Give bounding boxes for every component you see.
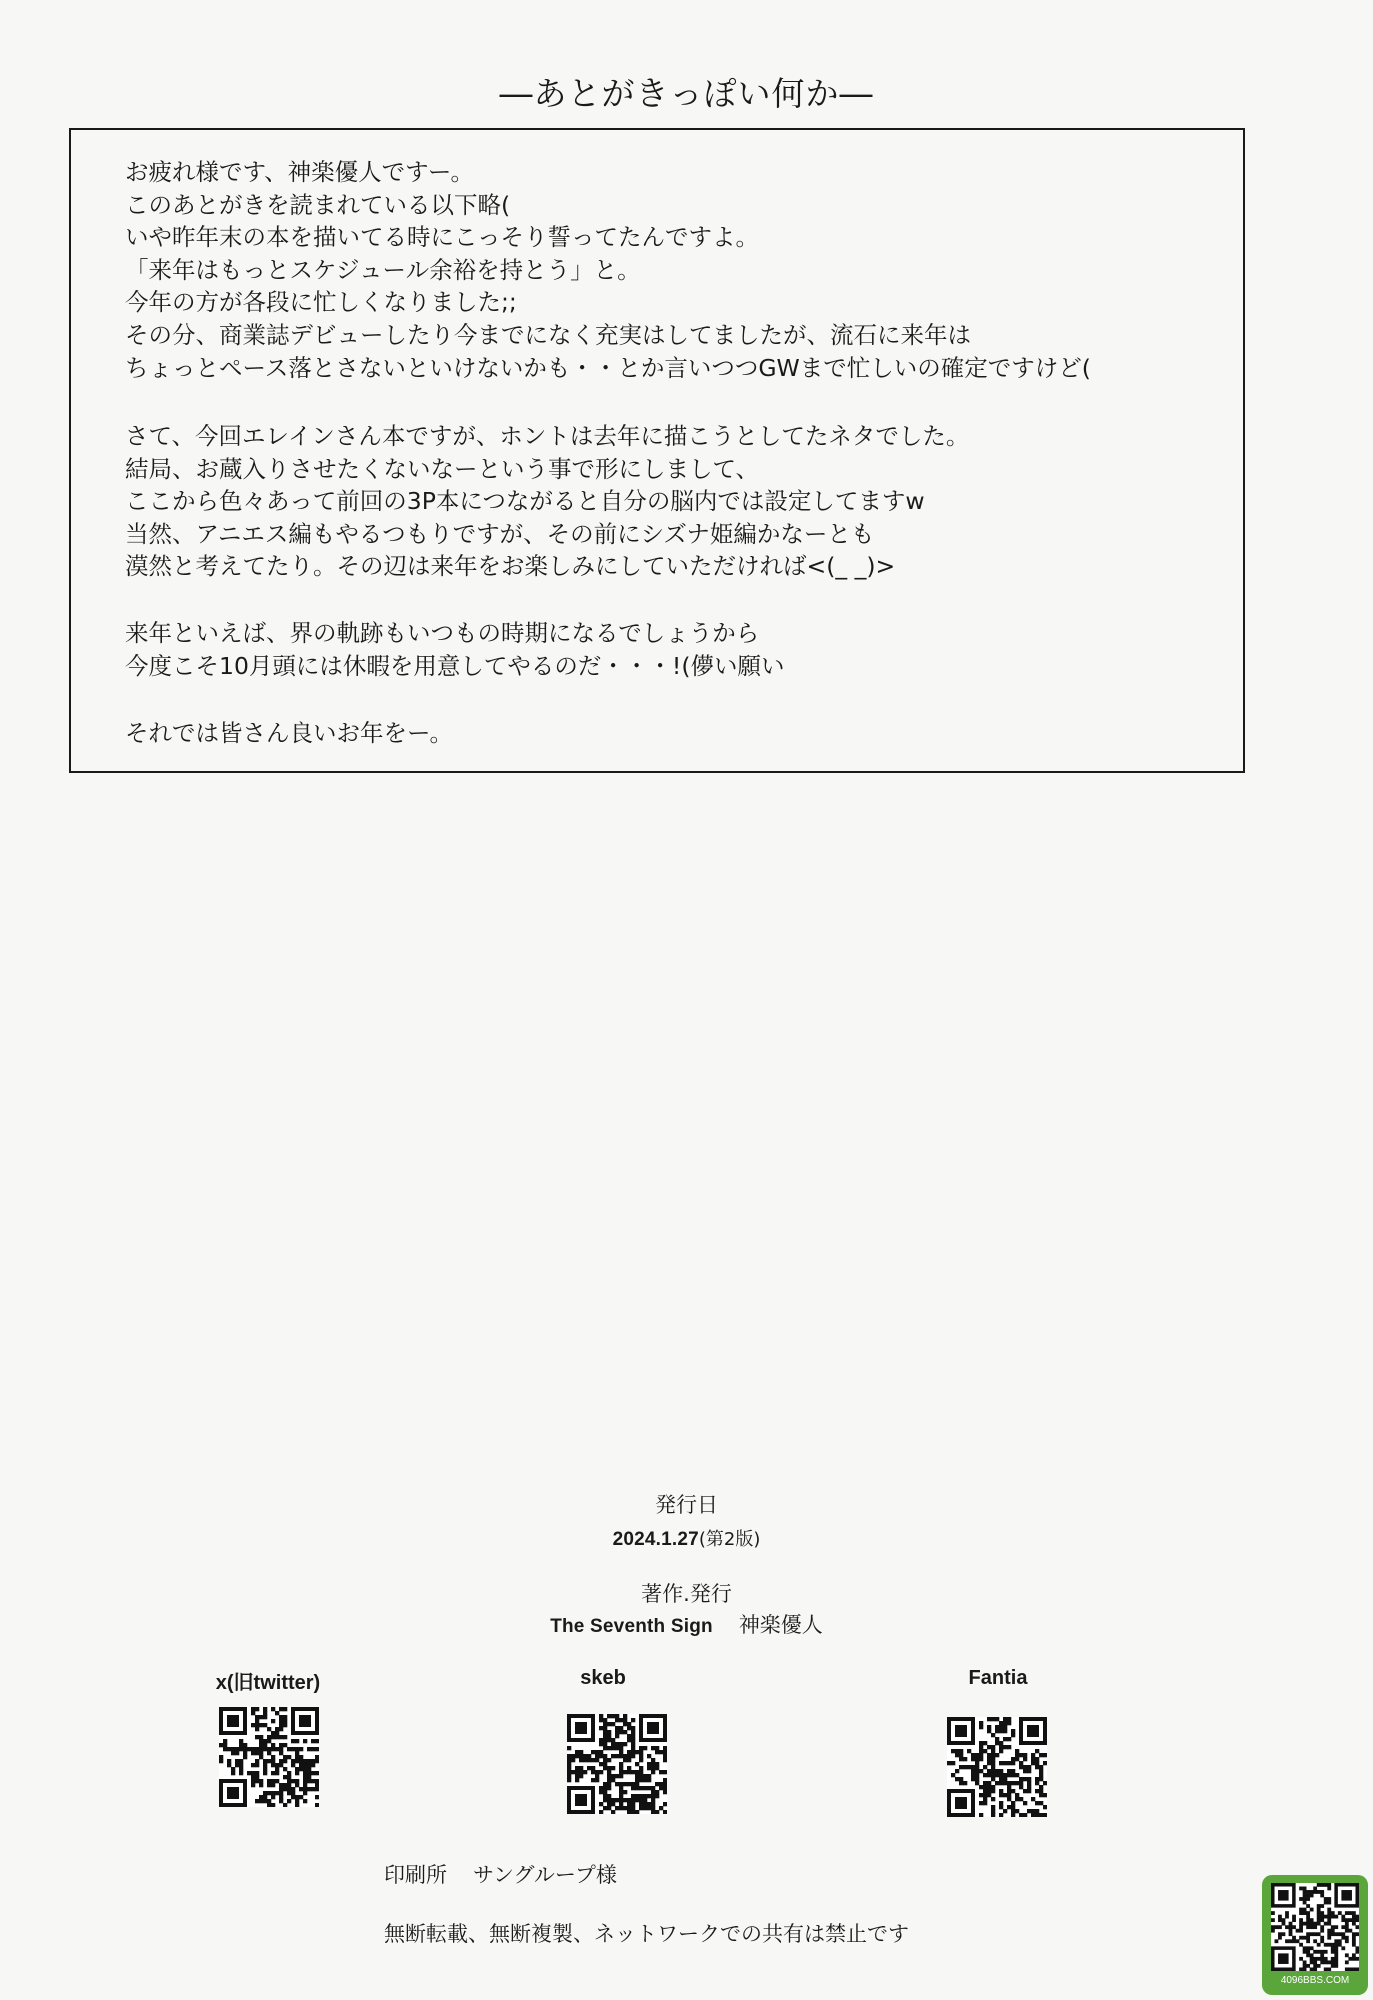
printer-name: サングループ様 [473,1863,617,1887]
page-title: ―あとがきっぽい何か― [499,74,874,113]
qr-code-icon[interactable] [219,1707,319,1807]
paragraph-3 [125,617,785,682]
text-line: 漠然と考えてたり。その辺は来年をお楽しみにしていただければ<(_ _)> [125,552,896,581]
paragraph-2 [125,420,969,583]
watermark-badge [1262,1875,1368,1995]
printer-label: 印刷所 [384,1863,447,1887]
sns-label: Fantia [968,1667,1028,1689]
sns-fantia [888,1667,1108,1690]
watermark-text: 4096BBS.COM [1280,1975,1350,1986]
text-line: 当然、アニエス編もやるつもりですが、その前にシズナ姫編かなーとも [125,519,875,548]
text-line: 「来年はもっとスケジュール余裕を持とう」と。 [125,255,641,284]
text-line: いや昨年末の本を描いてる時にこっそり誓ってたんですよ。 [125,223,760,252]
sns-label: x(旧twitter) [215,1672,321,1694]
afterword-box [69,128,1245,773]
qr-code-icon[interactable] [947,1717,1047,1817]
copyright-notice: 無断転載、無断複製、ネットワークでの共有は禁止です [384,1922,909,1946]
text-line: 今年の方が各段に忙しくなりました;; [125,288,517,317]
circle-name: The Seventh Sign [550,1616,713,1637]
author-line [0,1609,1373,1639]
sns-x [158,1666,378,1695]
text-line: ちょっとペース落とさないといけないかも・・とか言いつつGWまで忙しいの確定ですけど( [125,353,1091,382]
text-line: お疲れ様です、神楽優人ですー。 [125,158,474,186]
text-line: さて、今回エレインさん本ですが、ホントは去年に描こうとしてたネタでした。 [125,422,970,450]
sns-label: skeb [580,1667,626,1689]
qr-code-icon [1271,1883,1359,1971]
text-line: ここから色々あって前回の3P本につながると自分の脳内では設定してますw [125,487,925,516]
issue-date: 2024.1.27 [612,1529,699,1550]
text-line: このあとがきを読まれている以下略( [125,190,511,219]
text-line: それでは皆さん良いお年をー。 [125,719,454,747]
issue-label: 発行日 [655,1493,718,1517]
text-line: 来年といえば、界の軌跡もいつもの時期になるでしょうから [125,619,760,647]
text-line: 結局、お蔵入りさせたくないなーという事で形にしまして、 [125,454,760,483]
watermark-qr-icon [1271,1883,1359,1971]
author-label: 著作.発行 [641,1582,732,1606]
sns-skeb [493,1667,713,1690]
author-name: 神楽優人 [738,1613,823,1637]
paragraph-4 [125,717,453,750]
text-line: 今度こそ10月頭には休暇を用意してやるのだ・・・!(儚い願い [125,651,785,680]
paragraph-1 [125,156,1091,384]
text-line: その分、商業誌デビューしたり今までになく充実はしてましたが、流石に来年は [125,320,971,349]
printer-line [384,1859,617,1889]
qr-code-icon[interactable] [567,1714,667,1814]
issue-edition: (第2版) [698,1529,761,1550]
issue-date-line [0,1525,1373,1551]
